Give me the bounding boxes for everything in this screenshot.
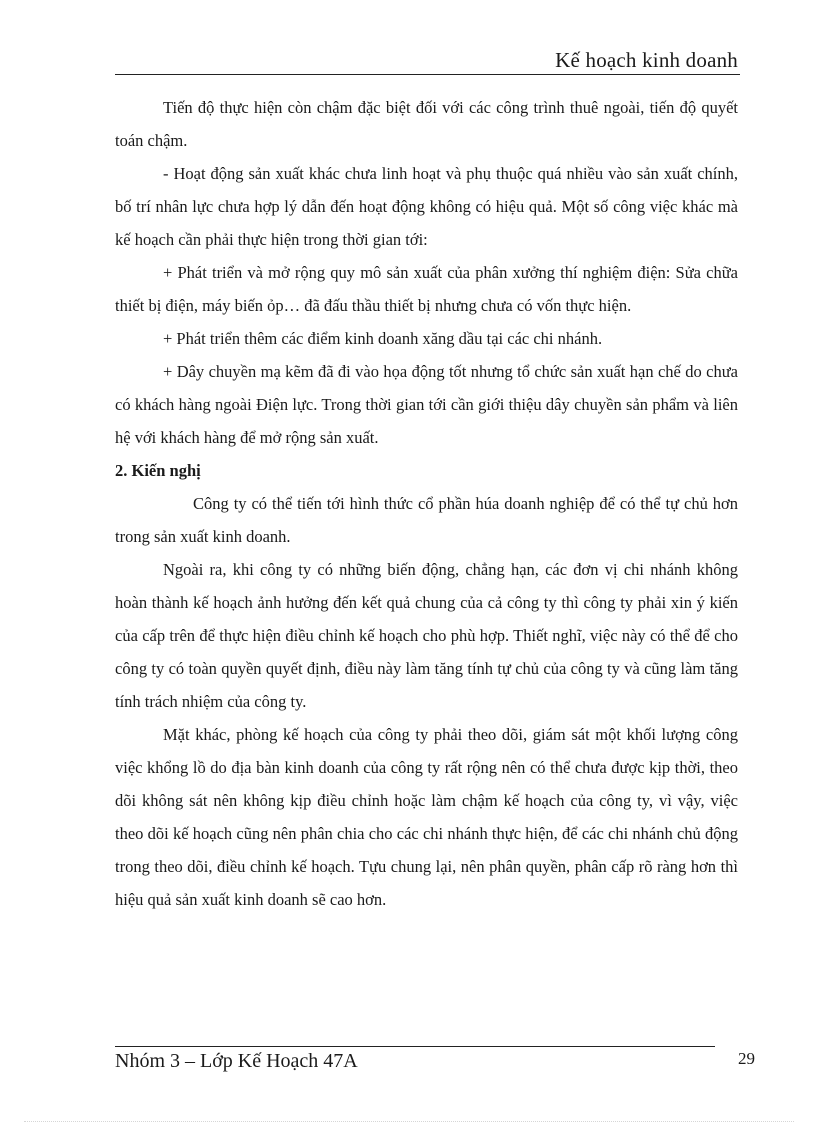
- running-header-title: Kế hoạch kinh doanh: [555, 48, 738, 72]
- body-paragraph: Ngoài ra, khi công ty có những biến động, chẳng hạn, các đơn vị chi nhánh không hoàn thành kế hoạch ảnh hưởng đến kết quả chung của cả công ty thì công ty phải xin ý kiến của cấp trên để thực hiện điều chỉnh kế hoạch cho phù hợp. Thiết nghĩ, việc này có thể để cho công ty có toàn quyền quyết định, điều này làm tăng tính tự chủ của công ty và cũng làm tăng tính trách nhiệm của công ty.: [115, 560, 738, 711]
- body-paragraph: + Dây chuyền mạ kẽm đã đi vào họa động tốt nhưng tổ chức sản xuất hạn chế do chưa có khách hàng ngoài Điện lực. Trong thời gian tới cần giới thiệu dây chuyền sản phẩm và liên hệ với khách hàng để mở rộng sản xuất.: [115, 362, 738, 447]
- body-paragraph: + Phát triển và mở rộng quy mô sản xuất của phân xưởng thí nghiệm điện: Sửa chữa thiết bị điện, máy biến ỏp… đã đấu thầu thiết bị nhưng chưa có vốn thực hiện.: [115, 263, 738, 315]
- footer-label: Nhóm 3 – Lớp Kế Hoạch 47A: [115, 1050, 358, 1072]
- header-divider: [115, 74, 740, 75]
- body-paragraph: Tiến độ thực hiện còn chậm đặc biệt đối với các công trình thuê ngoài, tiến độ quyết toán chậm.: [115, 98, 738, 150]
- body-paragraph: Công ty có thể tiến tới hình thức cổ phần húa doanh nghiệp để có thể tự chủ hơn trong sản xuất kinh doanh.: [115, 494, 738, 546]
- body-paragraph: + Phát triển thêm các điểm kinh doanh xăng dầu tại các chi nhánh.: [163, 329, 603, 348]
- page-body: [115, 91, 738, 916]
- footer-divider: [115, 1046, 715, 1047]
- page-edge-divider: [24, 1121, 794, 1122]
- section-heading: 2. Kiến nghị: [115, 461, 201, 480]
- body-paragraph: Mặt khác, phòng kế hoạch của công ty phải theo dõi, giám sát một khối lượng công việc khổng lồ do địa bàn kinh doanh của công ty rất rộng nên có thể chưa được kịp thời, theo dõi không sát nên không kịp điều chỉnh hoặc làm chậm kế hoạch của công ty, vì vậy, việc theo dõi kế hoạch cũng nên phân chia cho các chi nhánh thực hiện, để các chi nhánh chủ động trong theo dõi, điều chỉnh kế hoạch. Tựu chung lại, nên phân quyền, phân cấp rõ ràng hơn thì hiệu quả sản xuất kinh doanh sẽ cao hơn.: [115, 725, 738, 909]
- body-paragraph: - Hoạt động sản xuất khác chưa linh hoạt và phụ thuộc quá nhiều vào sản xuất chính, bố trí nhân lực chưa hợp lý dẫn đến hoạt động không có hiệu quả. Một số công việc khác mà kế hoạch cần phải thực hiện trong thời gian tới:: [115, 164, 738, 249]
- page-number: 29: [738, 1049, 755, 1068]
